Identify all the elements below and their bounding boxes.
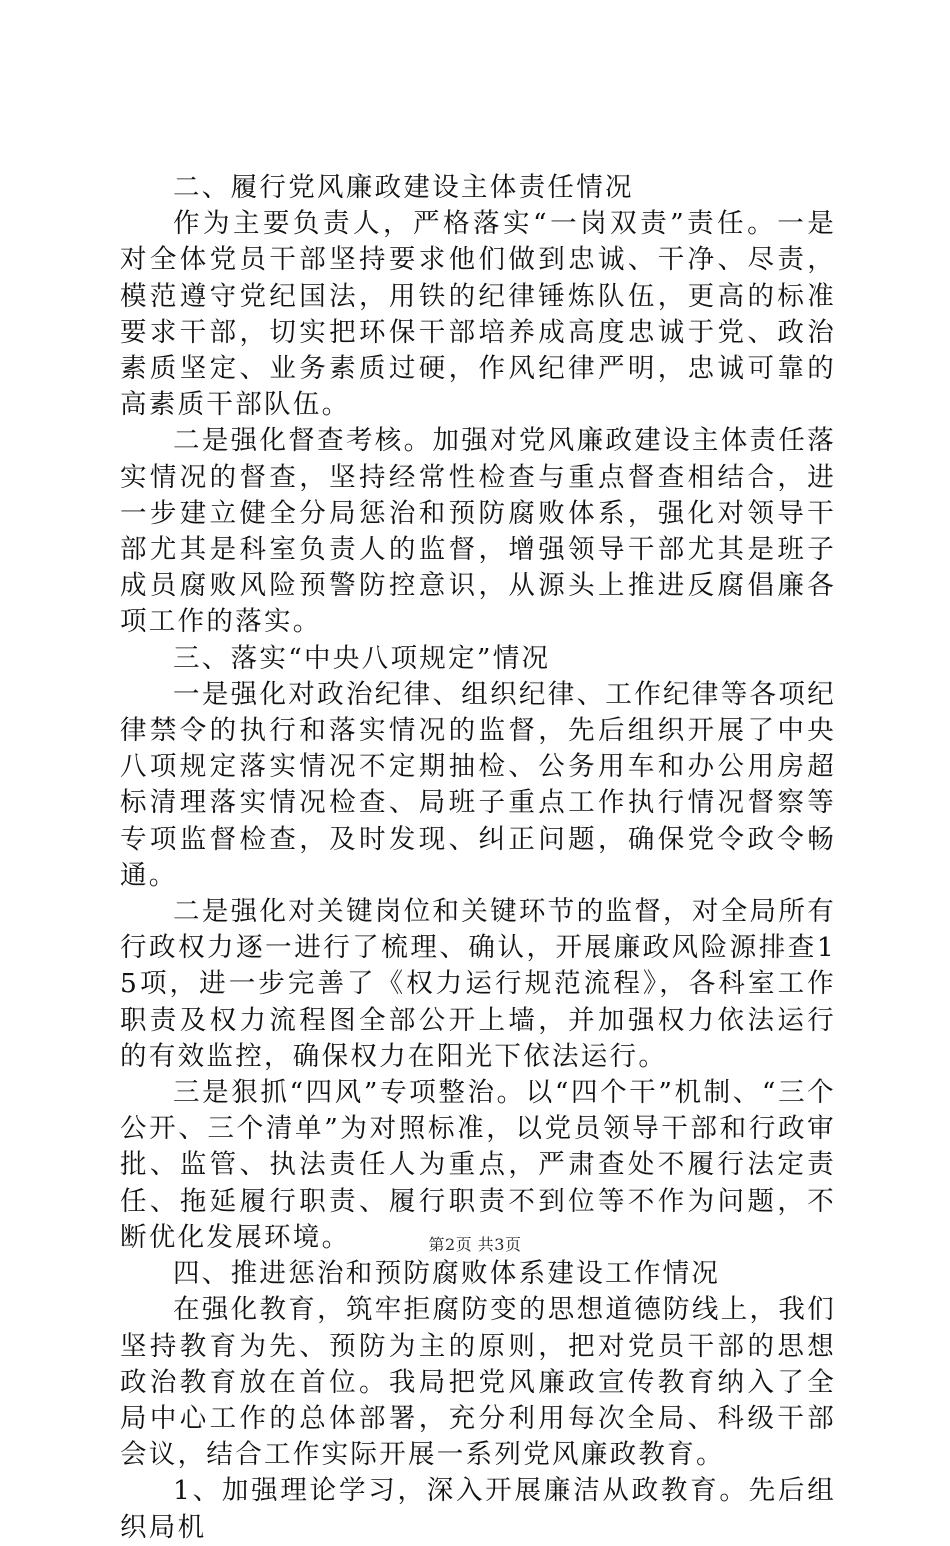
paragraph: 一是强化对政治纪律、组织纪律、工作纪律等各项纪律禁令的执行和落实情况的监督，先后组织开展了中央八项规定落实情况不定期抽检、公务用车和办公用房超标清理落实情况检查、局班子重点工作执行情况督察等专项监督检查，及时发现、纠正问题，确保党令政令畅通。 — [120, 678, 836, 891]
paragraph: 二是强化督查考核。加强对党风廉政建设主体责任落实情况的督查，坚持经常性检查与重点督查相结合，进一步建立健全分局惩治和预防腐败体系，强化对领导干部尤其是科室负责人的监督，增强领导干部尤其是班子成员腐败风险预警防控意识，从源头上推进反腐倡廉各项工作的落实。 — [120, 425, 836, 638]
paragraph: 二是强化对关键岗位和关键环节的监督，对全局所有行政权力逐一进行了梳理、确认，开展廉政风险源排查15项，进一步完善了《权力运行规范流程》，各科室工作职责及权力流程图全部公开上墙，并加强权力依法运行的有效监控，确保权力在阳光下依法运行。 — [120, 896, 836, 1072]
section-heading-3: 三、落实“中央八项规定”情况 — [173, 642, 551, 674]
document-body — [120, 170, 836, 1546]
section-heading-4: 四、推进惩治和预防腐败体系建设工作情况 — [173, 1258, 721, 1290]
page-number: 第2页 共3页 — [428, 1235, 522, 1254]
page-footer — [0, 1232, 950, 1255]
paragraph: 三是狠抓“四风”专项整治。以“四个干”机制、“三个公开、三个清单”为对照标准，以党员领导干部和行政审批、监管、执法责任人为重点，严肃查处不履行法定责任、拖延履行职责、履行职责不到位等不作为问题，不断优化发展环境。 — [120, 1077, 836, 1253]
paragraph: 1、加强理论学习，深入开展廉洁从政教育。先后组织局机 — [120, 1475, 836, 1543]
section-heading-2: 二、履行党风廉政建设主体责任情况 — [173, 172, 634, 203]
paragraph: 作为主要负责人，严格落实“一岗双责”责任。一是对全体党员干部坚持要求他们做到忠诚、干净、尽责，模范遵守党纪国法，用铁的纪律锤炼队伍，更高的标准要求干部，切实把环保干部培养成高度忠诚于党、政治素质坚定、业务素质过硬，作风纪律严明，忠诚可靠的高素质干部队伍。 — [120, 208, 836, 421]
paragraph: 在强化教育，筑牢拒腐防变的思想道德防线上，我们坚持教育为先、预防为主的原则，把对党员干部的思想政治教育放在首位。我局把党风廉政宣传教育纳入了全局中心工作的总体部署，充分利用每次全局、科级干部会议，结合工作实际开展一系列党风廉政教育。 — [120, 1294, 836, 1471]
